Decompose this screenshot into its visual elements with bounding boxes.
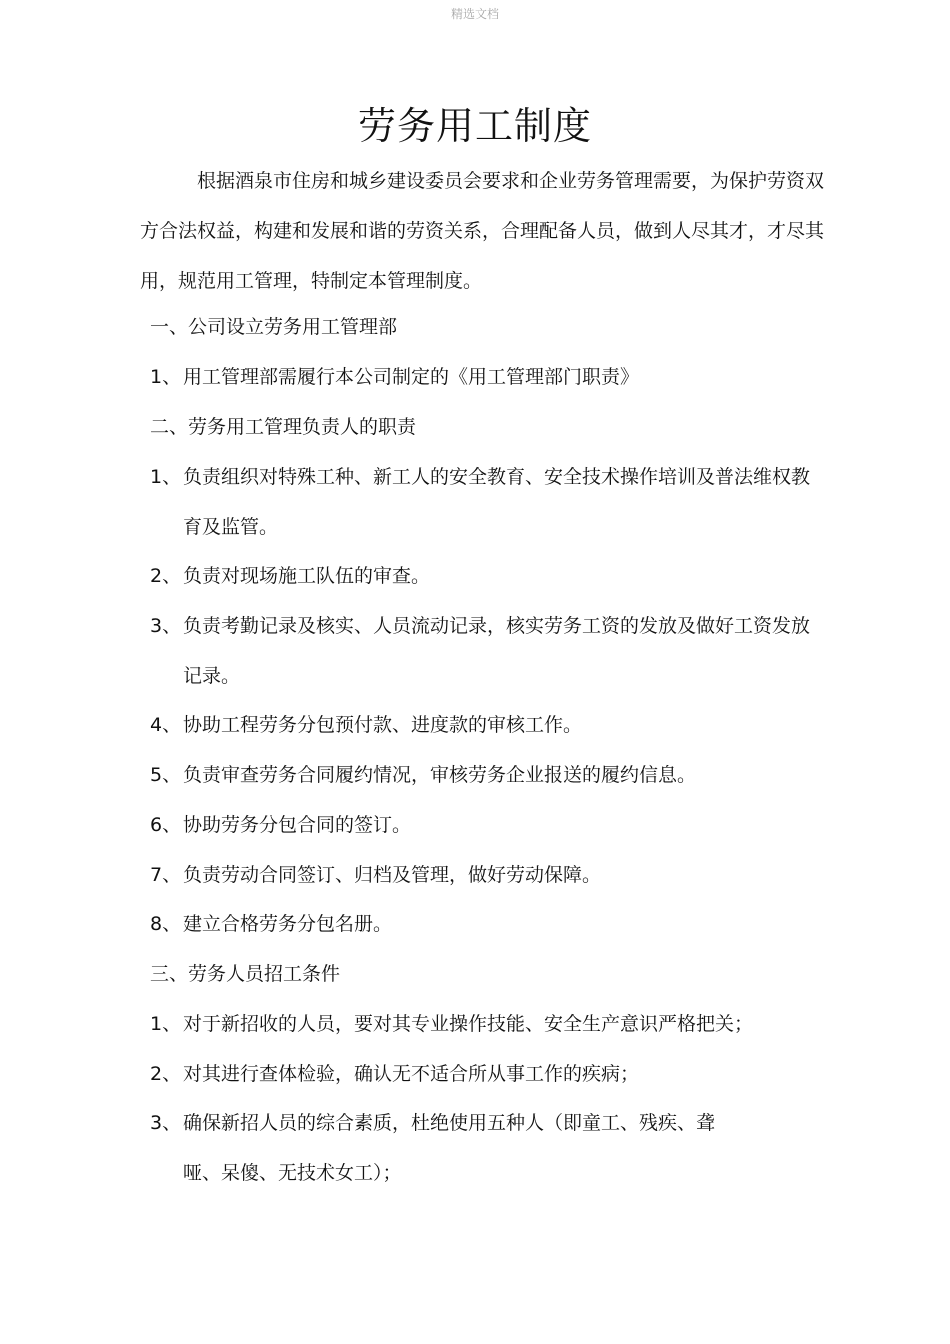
item-text: 负责劳动合同签订、归档及管理，做好劳动保障。 <box>183 864 602 886</box>
item-text: 建立合格劳务分包名册。 <box>183 913 393 935</box>
item-number: 1、 <box>150 1013 182 1035</box>
list-item <box>150 800 830 850</box>
item-number: 1、 <box>150 466 182 488</box>
list-item <box>150 850 830 900</box>
item-number: 2、 <box>150 1063 182 1085</box>
list-item <box>150 1049 830 1099</box>
list-item <box>150 452 815 552</box>
intro-paragraph: 根据酒泉市住房和城乡建设委员会要求和企业劳务管理需要，为保护劳资双方合法权益，构建和发展和谐的劳资关系，合理配备人员，做到人尽其才，才尽其用，规范用工管理，特制定本管理制度。 <box>140 170 825 292</box>
item-number: 4、 <box>150 714 182 736</box>
section-heading-3: 三、劳务人员招工条件 <box>150 963 341 985</box>
item-text: 对于新招收的人员，要对其专业操作技能、安全生产意识严格把关； <box>183 1013 754 1035</box>
item-text: 负责审查劳务合同履约情况，审核劳务企业报送的履约信息。 <box>183 764 697 786</box>
item-text: 协助工程劳务分包预付款、进度款的审核工作。 <box>183 714 583 736</box>
list-item <box>150 352 830 402</box>
item-number: 3、 <box>150 615 182 637</box>
list-item <box>150 1098 735 1198</box>
item-number: 2、 <box>150 565 182 587</box>
item-text: 对其进行查体检验，确认无不适合所从事工作的疾病； <box>183 1063 640 1085</box>
list-item <box>150 601 815 701</box>
item-number: 7、 <box>150 864 182 886</box>
item-text: 确保新招人员的综合素质，杜绝使用五种人（即童工、残疾、聋哑、呆傻、无技术女工）； <box>183 1112 716 1184</box>
list-item <box>150 750 830 800</box>
list-item <box>150 551 830 601</box>
item-text: 负责对现场施工队伍的审查。 <box>183 565 431 587</box>
item-number: 5、 <box>150 764 182 786</box>
section-heading-1: 一、公司设立劳务用工管理部 <box>150 316 398 338</box>
item-text: 负责考勤记录及核实、人员流动记录，核实劳务工资的发放及做好工资发放记录。 <box>183 615 811 687</box>
item-text: 用工管理部需履行本公司制定的《用工管理部门职责》 <box>183 366 640 388</box>
item-text: 协助劳务分包合同的签订。 <box>183 814 412 836</box>
item-number: 3、 <box>150 1112 182 1134</box>
item-number: 1、 <box>150 366 182 388</box>
list-item <box>150 999 830 1049</box>
list-item <box>150 899 830 949</box>
item-number: 8、 <box>150 913 182 935</box>
list-item <box>150 700 830 750</box>
item-text: 负责组织对特殊工种、新工人的安全教育、安全技术操作培训及普法维权教育及监管。 <box>183 466 811 538</box>
watermark: 精选文档 <box>451 7 500 21</box>
document-title: 劳务用工制度 <box>357 104 592 148</box>
item-number: 6、 <box>150 814 182 836</box>
section-heading-2: 二、劳务用工管理负责人的职责 <box>150 416 417 438</box>
